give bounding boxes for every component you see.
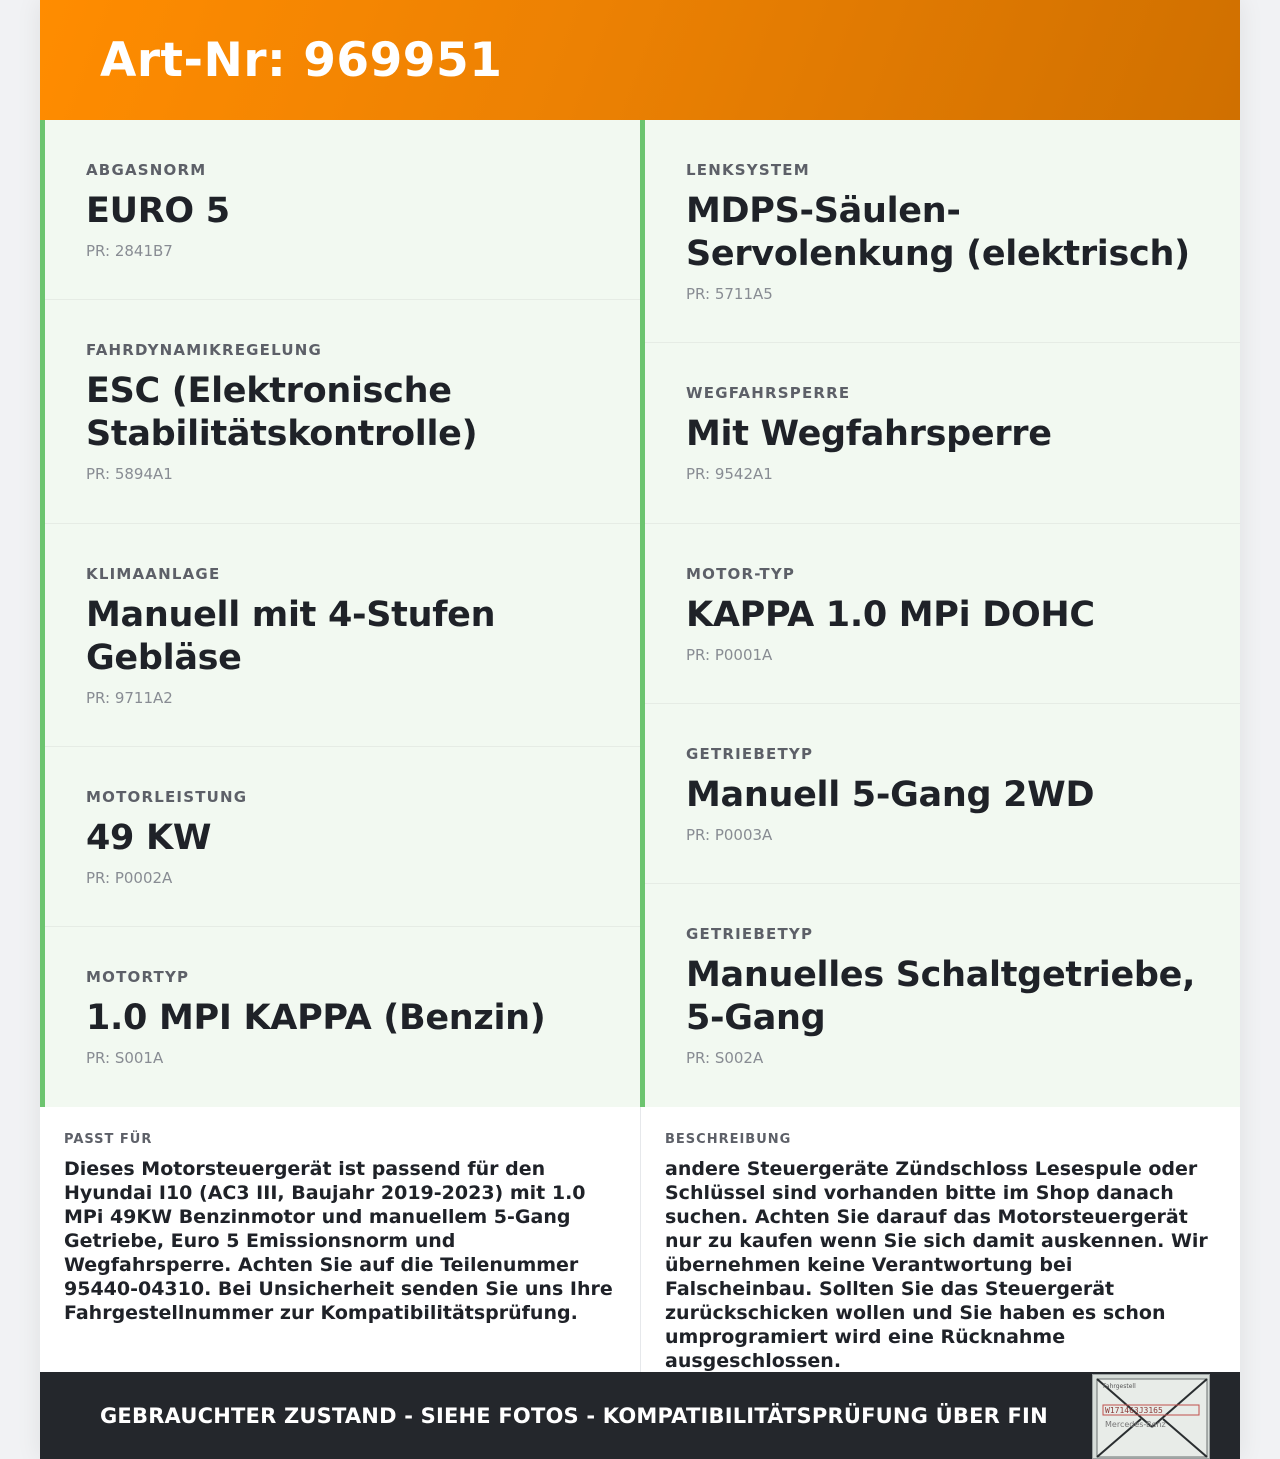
spec-pr-code: PR: P0001A xyxy=(686,646,773,664)
spec-value: Manuell mit 4-Stufen Gebläse xyxy=(86,595,496,678)
article-number-title: Art-Nr: 969951 xyxy=(100,32,503,88)
spec-item-motorleistung xyxy=(45,747,640,927)
spec-item-klimaanlage xyxy=(45,524,640,747)
product-sheet xyxy=(40,0,1240,1459)
spec-value: ESC (Elektronische Stabilitätskontrolle) xyxy=(86,371,478,454)
fits-section xyxy=(40,1107,640,1372)
spec-value: Manuell 5-Gang 2WD xyxy=(686,775,1095,815)
spec-item-abgasnorm xyxy=(45,120,640,300)
spec-item-wegfahrsperre xyxy=(645,343,1240,524)
spec-pr-code: PR: P0003A xyxy=(686,826,773,844)
spec-pr-code: PR: 2841B7 xyxy=(86,242,173,260)
info-section xyxy=(40,1107,1240,1372)
thumb-brand-text: Mercedes-Benz xyxy=(1105,1420,1166,1429)
condition-notice: GEBRAUCHTER ZUSTAND - SIEHE FOTOS - KOMPATIBILITÄTSPRÜFUNG ÜBER FIN xyxy=(100,1403,1048,1428)
spec-pr-code: PR: 9711A2 xyxy=(86,689,173,707)
spec-item-fahrdynamikregelung xyxy=(45,300,640,524)
spec-value: MDPS-Säulen-Servolenkung (elektrisch) xyxy=(686,191,1190,274)
spec-item-motor-typ xyxy=(645,524,1240,704)
spec-value: EURO 5 xyxy=(86,191,230,231)
description-text: andere Steuergeräte Zündschloss Lesespule oder Schlüssel sind vorhanden bitte im Shop danach suchen. Achten Sie darauf das Motorsteuergerät nur zu kaufen wenn Sie sich damit auskennen. Wir übernehmen keine Verantwortung bei Falscheinbau. Sollten Sie das Steuergerät zurückschicken wollen und Sie haben es schon umprogramiert wird eine Rücknahme ausgeschlossen. xyxy=(665,1158,1208,1372)
spec-label: LENKSYSTEM xyxy=(686,161,810,179)
description-label: BESCHREIBUNG xyxy=(665,1132,792,1147)
thumb-stamp-text: Fahrgestell xyxy=(1103,1383,1136,1390)
spec-item-motortyp xyxy=(45,927,640,1107)
spec-label: MOTORLEISTUNG xyxy=(86,788,248,806)
spec-label: GETRIEBETYP xyxy=(686,925,814,943)
spec-value: 1.0 MPI KAPPA (Benzin) xyxy=(86,998,546,1038)
label-photo-image xyxy=(1093,1375,1210,1459)
fits-label: PASST FÜR xyxy=(64,1132,153,1147)
product-thumbnail[interactable] xyxy=(1092,1374,1210,1459)
spec-value: Mit Wegfahrsperre xyxy=(686,414,1052,454)
spec-pr-code: PR: S002A xyxy=(686,1049,764,1067)
spec-label: GETRIEBETYP xyxy=(686,745,814,763)
thumb-code-text: W171463J3165 xyxy=(1105,1406,1163,1415)
spec-pr-code: PR: P0002A xyxy=(86,869,173,887)
spec-pr-code: PR: 9542A1 xyxy=(686,465,773,483)
spec-label: FAHRDYNAMIKREGELUNG xyxy=(86,341,322,359)
spec-item-getriebetyp xyxy=(645,704,1240,884)
spec-item-getriebetyp-2 xyxy=(645,884,1240,1107)
spec-grid xyxy=(40,120,1240,1107)
spec-value: Manuelles Schaltgetriebe, 5-Gang xyxy=(686,955,1196,1038)
spec-item-lenksystem xyxy=(645,120,1240,343)
spec-label: WEGFAHRSPERRE xyxy=(686,384,851,402)
spec-value: KAPPA 1.0 MPi DOHC xyxy=(686,595,1095,635)
spec-label: MOTOR-TYP xyxy=(686,565,796,583)
spec-value: 49 KW xyxy=(86,818,212,858)
footer-bar xyxy=(40,1372,1240,1459)
header-bar xyxy=(40,0,1240,120)
spec-pr-code: PR: S001A xyxy=(86,1049,164,1067)
fits-text: Dieses Motorsteuergerät ist passend für den Hyundai I10 (AC3 III, Baujahr 2019-2023) mit 1.0 MPi 49KW Benzinmotor und manuellem 5-Gang Getriebe, Euro 5 Emissionsnorm und Wegfahrsperre. Achten Sie auf die Teilenummer 95440-04310. Bei Unsicherheit senden Sie uns Ihre Fahrgestellnummer zur Kompatibilitätsprüfung. xyxy=(64,1158,613,1324)
description-section xyxy=(640,1107,1240,1372)
spec-pr-code: PR: 5894A1 xyxy=(86,465,173,483)
spec-label: ABGASNORM xyxy=(86,161,207,179)
spec-label: MOTORTYP xyxy=(86,968,190,986)
spec-pr-code: PR: 5711A5 xyxy=(686,285,773,303)
spec-column-right xyxy=(640,120,1240,1107)
spec-label: KLIMAANLAGE xyxy=(86,565,221,583)
spec-column-left xyxy=(40,120,640,1107)
